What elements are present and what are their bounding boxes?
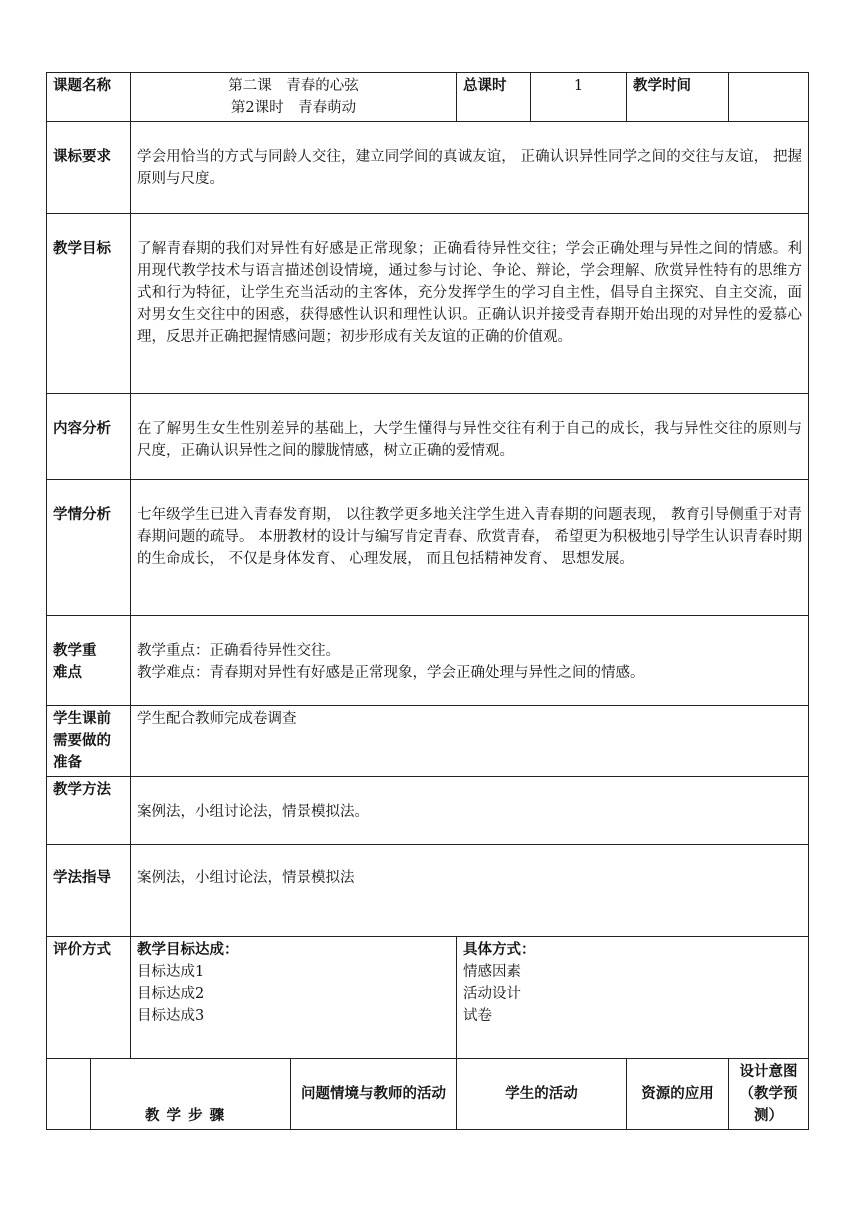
key-points-label bbox=[47, 616, 131, 706]
lesson-plan-table bbox=[46, 72, 809, 1130]
teaching-time-value bbox=[729, 73, 809, 122]
evaluation-right bbox=[457, 937, 809, 1059]
method-row bbox=[47, 777, 809, 845]
prep-label-line1: 学生课前 bbox=[53, 711, 111, 727]
design-intent-line2: （教学预测） bbox=[739, 1086, 798, 1124]
total-hours-label: 总课时 bbox=[457, 73, 531, 122]
goals-row bbox=[47, 214, 809, 394]
goals-label: 教学目标 bbox=[47, 214, 131, 394]
students-row bbox=[47, 480, 809, 616]
key-difficulty-text: 教学难点：青春期对异性有好感是正常现象，学会正确处理与异性之间的情感。 bbox=[137, 665, 645, 681]
evaluation-left-item: 目标达成1 bbox=[137, 964, 205, 980]
student-activity-col-header: 学生的活动 bbox=[457, 1059, 627, 1130]
key-focus-text: 教学重点：正确看待异性交往。 bbox=[137, 643, 340, 659]
lesson-plan-form bbox=[46, 72, 808, 1130]
method-text: 案例法，小组讨论法，情景模拟法。 bbox=[131, 777, 809, 845]
prep-label-line3: 准备 bbox=[53, 755, 82, 771]
evaluation-left bbox=[131, 937, 457, 1059]
key-points-label-line1: 教学重 bbox=[53, 643, 97, 659]
study-text: 案例法，小组讨论法，情景模拟法 bbox=[131, 845, 809, 937]
course-title-line1: 第二课 青春的心弦 bbox=[228, 78, 359, 94]
prep-label bbox=[47, 706, 131, 777]
evaluation-right-title: 具体方式： bbox=[463, 942, 536, 958]
evaluation-left-title: 教学目标达成： bbox=[137, 942, 239, 958]
key-points-label-line2: 难点 bbox=[53, 665, 82, 681]
method-label: 教学方法 bbox=[47, 777, 131, 845]
steps-header-row bbox=[47, 1059, 809, 1130]
total-hours-value: 1 bbox=[531, 73, 627, 122]
evaluation-label: 评价方式 bbox=[47, 937, 131, 1059]
students-text: 七年级学生已进入青春发育期， 以往教学更多地关注学生进入青春期的问题表现， 教育引导侧重于对青春期问题的疏导。 本册教材的设计与编写肯定青春、欣赏青春， 希望更为积极地引导学生认识青春时期的生命成长， 不仅是身体发育、 心理发展， 而且包括精神发育、 思想发展。 bbox=[131, 480, 809, 616]
prep-row bbox=[47, 706, 809, 777]
evaluation-row bbox=[47, 937, 809, 1059]
evaluation-right-item: 情感因素 bbox=[463, 964, 522, 980]
students-label: 学情分析 bbox=[47, 480, 131, 616]
teacher-activity-col-header: 问题情境与教师的活动 bbox=[291, 1059, 457, 1130]
study-row bbox=[47, 845, 809, 937]
standard-label: 课标要求 bbox=[47, 122, 131, 214]
teaching-time-label: 教学时间 bbox=[627, 73, 729, 122]
design-intent-col-header bbox=[729, 1059, 809, 1130]
design-intent-line1: 设计意图 bbox=[739, 1064, 798, 1080]
prep-text: 学生配合教师完成卷调查 bbox=[131, 706, 809, 777]
evaluation-right-item: 试卷 bbox=[463, 1008, 493, 1024]
key-points-text bbox=[131, 616, 809, 706]
goals-text: 了解青春期的我们对异性有好感是正常现象；正确看待异性交往；学会正确处理与异性之间的情感。利用现代教学技术与语言描述创设情境，通过参与讨论、争论、辩论，学会理解、欣赏异性特有的思维方式和行为特征，让学生充当活动的主客体，充分发挥学生的学习自主性，倡导自主探究、自主交流，面对男女生交往中的困惑，获得感性认识和理性认识。正确认识并接受青春期开始出现的对异性的爱慕心理，反思并正确把握情感问题；初步形成有关友谊的正确的价值观。 bbox=[131, 214, 809, 394]
key-points-row bbox=[47, 616, 809, 706]
prep-label-line2: 需要做的 bbox=[53, 733, 111, 749]
standard-row bbox=[47, 122, 809, 214]
steps-col-header: 教 学 步 骤 bbox=[91, 1059, 291, 1130]
content-text: 在了解男生女生性别差异的基础上，大学生懂得与异性交往有利于自己的成长，我与异性交往的原则与尺度，正确认识异性之间的朦胧情感，树立正确的爱情观。 bbox=[131, 394, 809, 480]
standard-text: 学会用恰当的方式与同龄人交往，建立同学间的真诚友谊， 正确认识异性同学之间的交往与友谊， 把握原则与尺度。 bbox=[131, 122, 809, 214]
steps-blank-cell bbox=[47, 1059, 91, 1130]
course-title-line2: 第2课时 青春萌动 bbox=[230, 100, 357, 116]
study-label: 学法指导 bbox=[47, 845, 131, 937]
course-row bbox=[47, 73, 809, 122]
evaluation-left-item: 目标达成3 bbox=[137, 1008, 205, 1024]
course-label: 课题名称 bbox=[47, 73, 131, 122]
resources-col-header: 资源的应用 bbox=[627, 1059, 729, 1130]
evaluation-right-item: 活动设计 bbox=[463, 986, 522, 1002]
course-title bbox=[131, 73, 457, 122]
content-label: 内容分析 bbox=[47, 394, 131, 480]
evaluation-left-item: 目标达成2 bbox=[137, 986, 205, 1002]
content-row bbox=[47, 394, 809, 480]
